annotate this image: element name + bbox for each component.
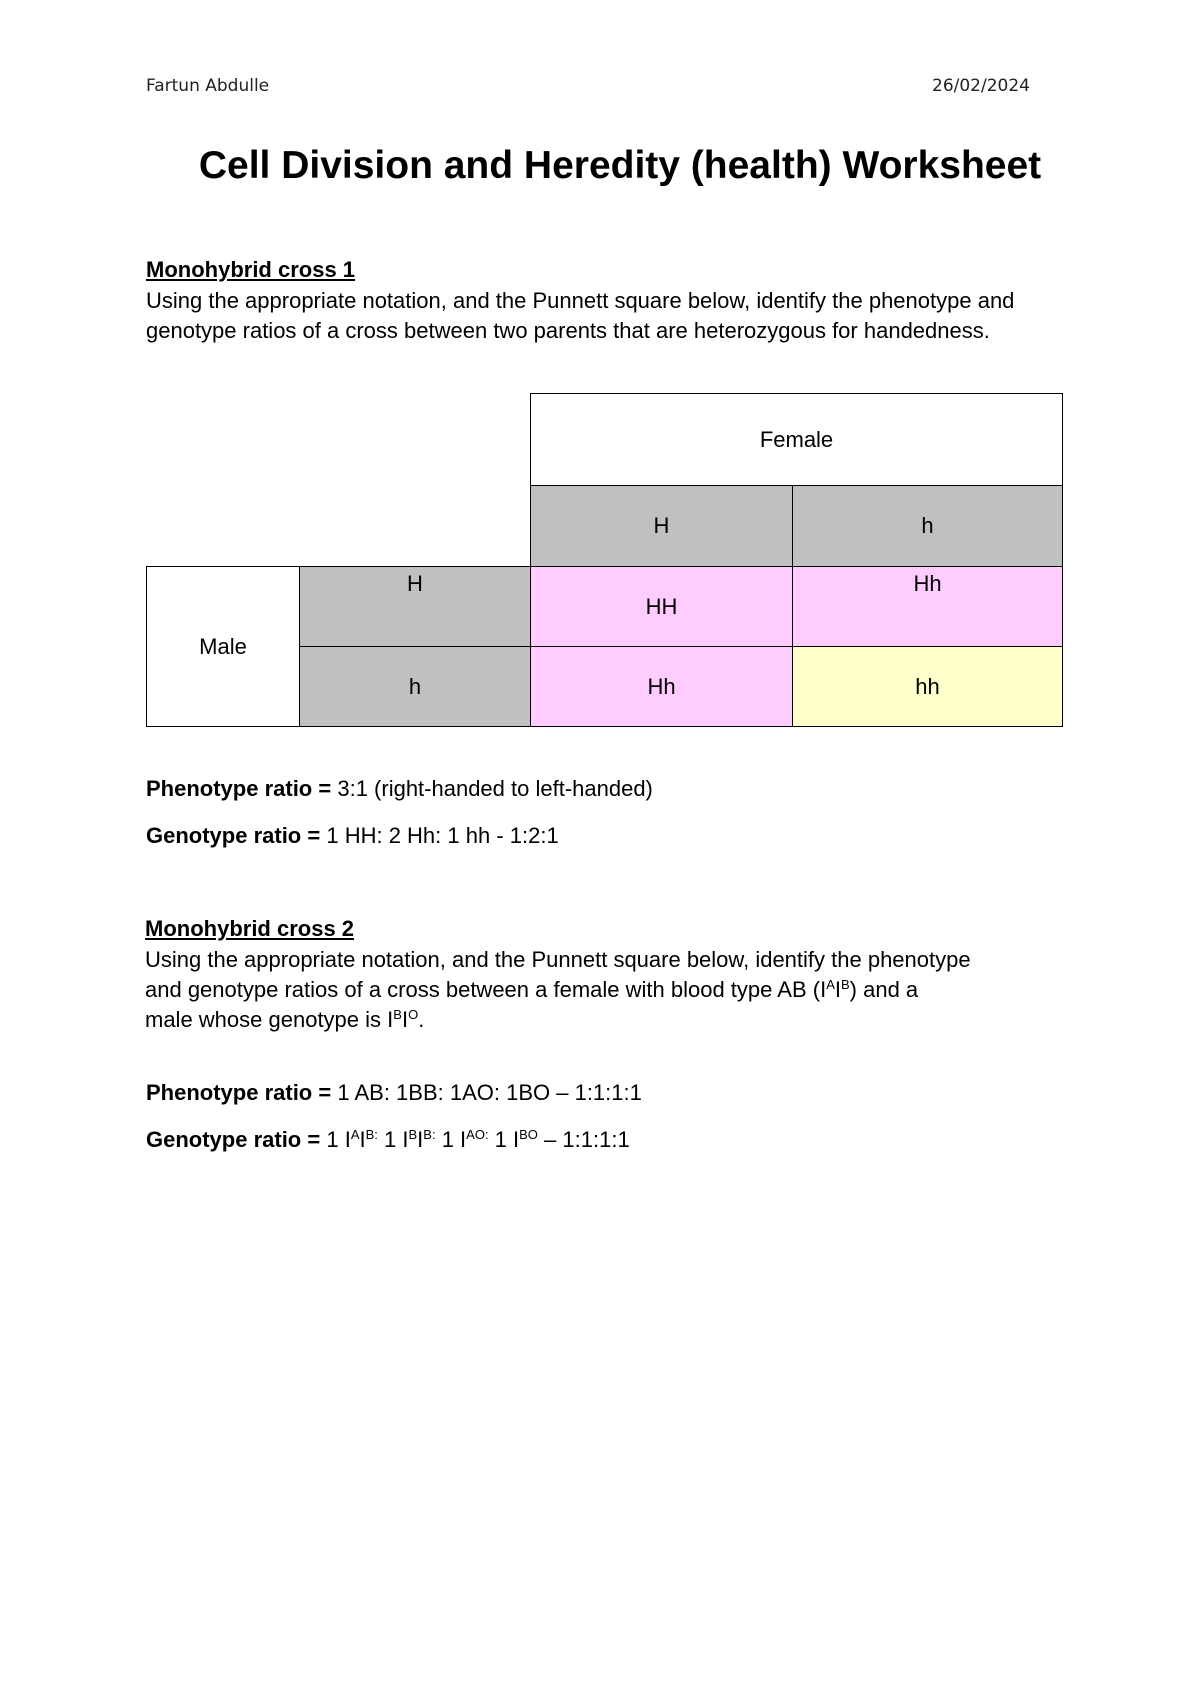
male-allele-2 — [299, 646, 531, 727]
cross2-heading: Monohybrid cross 2 — [145, 916, 355, 941]
male-allele-2-label: h — [408, 673, 422, 699]
cross1-phenotype-ratio — [146, 776, 653, 802]
genotype-label: Genotype ratio = — [146, 1127, 321, 1152]
cross1-heading: Monohybrid cross 1 — [146, 257, 356, 282]
cross2-genotype-ratio — [146, 1127, 630, 1153]
genotype-value: 1 HH: 2 Hh: 1 hh - 1:2:1 — [326, 823, 559, 848]
offspring-cell-HH — [530, 566, 793, 647]
offspring-genotype: HH — [645, 593, 678, 619]
phenotype-label: Phenotype ratio = — [146, 1080, 332, 1105]
cross2-instructions — [145, 945, 1075, 1035]
offspring-cell-hh — [792, 646, 1063, 727]
document-date: 26/02/2024 — [932, 76, 1030, 96]
offspring-genotype: Hh — [647, 673, 676, 699]
offspring-cell-Hh-1 — [792, 566, 1063, 647]
male-allele-1 — [299, 566, 531, 647]
male-allele-1-label: H — [407, 571, 423, 596]
phenotype-value: 1 AB: 1BB: 1AO: 1BO – 1:1:1:1 — [337, 1080, 642, 1105]
male-header-cell — [146, 566, 300, 727]
female-header-cell — [530, 393, 1063, 486]
offspring-genotype: Hh — [913, 571, 942, 596]
cross1-instructions: Using the appropriate notation, and the Punnett square below, identify the phenotype and genotype ratios of a cross between two parents that are heterozygous for handedness. — [146, 288, 1015, 343]
genotype-value: 1 $I^AI^{B:}$ 1 $I^BI^{B:}$ 1 $I^{AO:}$ 1 $I^{BO}$ – 1:1:1:1 — [326, 1127, 630, 1152]
offspring-cell-Hh-2 — [530, 646, 793, 727]
male-label: Male — [199, 633, 247, 659]
instruction-line: Using the appropriate notation, and the Punnett square below, identify the phenotype — [145, 947, 971, 972]
female-allele-1-label: H — [653, 513, 670, 538]
phenotype-label: Phenotype ratio = — [146, 776, 332, 801]
female-allele-2-label: h — [921, 513, 934, 538]
female-allele-2 — [792, 485, 1063, 567]
cross2-phenotype-ratio — [146, 1080, 642, 1106]
phenotype-value: 3:1 (right-handed to left-handed) — [337, 776, 653, 801]
female-label: Female — [759, 426, 834, 452]
genotype-label: Genotype ratio = — [146, 823, 321, 848]
author-name: Fartun Abdulle — [146, 76, 270, 96]
instruction-line: male whose genotype is $I^BI^O$. — [145, 1007, 425, 1032]
page-title: Cell Division and Heredity (health) Worksheet — [198, 144, 1042, 187]
offspring-genotype: hh — [915, 673, 940, 699]
instruction-line: and genotype ratios of a cross between a female with blood type AB $(I^AI^B)$ and a — [145, 977, 919, 1002]
cross1-genotype-ratio — [146, 823, 559, 849]
female-allele-1 — [530, 485, 793, 567]
